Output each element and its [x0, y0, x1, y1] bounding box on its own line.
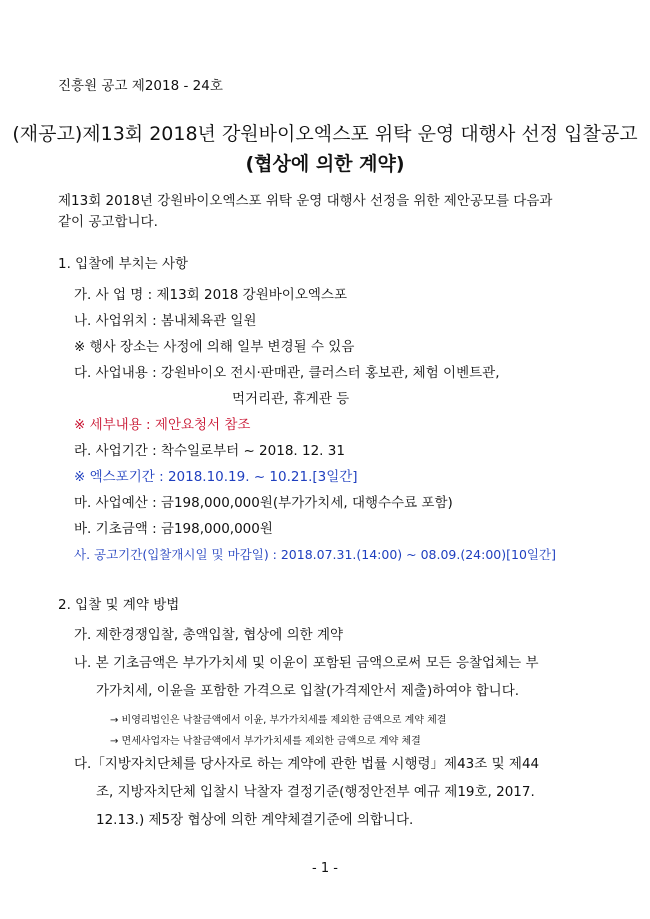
note-item: ※ 행사 장소는 사정에 의해 일부 변경될 수 있음 [74, 339, 355, 355]
list-item: 조, 지방자치단체 입찰시 낙찰자 결정기준(행정안전부 예규 제19호, 2017. [96, 784, 535, 800]
note-item-highlight: ※ 세부내용 : 제안요청서 참조 [74, 417, 251, 433]
list-item: 가가치세, 이윤을 포함한 가격으로 입찰(가격제안서 제출)하여야 합니다. [96, 683, 520, 699]
note-item-highlight: ※ 엑스포기간 : 2018.10.19. ~ 10.21.[3일간] [74, 469, 358, 485]
list-item: 가. 제한경쟁입찰, 총액입찰, 협상에 의한 계약 [74, 627, 344, 643]
intro-text: 같이 공고합니다. [58, 214, 158, 230]
sub-note: → 비영리법인은 낙찰금액에서 이윤, 부가가치세를 제외한 금액으로 계약 체결 [110, 715, 447, 726]
intro-text: 제13회 2018년 강원바이오엑스포 위탁 운영 대행사 선정을 위한 제안공모를 다음과 [58, 193, 553, 209]
list-item: 다.「지방자치단체를 당사자로 하는 계약에 관한 법률 시행령」제43조 및 제44 [74, 756, 540, 772]
section-heading-2: 2. 입찰 및 계약 방법 [58, 597, 180, 613]
list-item: 마. 사업예산 : 금198,000,000원(부가가치세, 대행수수료 포함) [74, 495, 453, 511]
list-item: 다. 사업내용 : 강원바이오 전시·판매관, 클러스터 홍보관, 체험 이벤트관, [74, 365, 500, 381]
page-subtitle: (협상에 의한 계약) [245, 153, 405, 175]
list-item: 12.13.) 제5장 협상에 의한 계약체결기준에 의합니다. [96, 812, 414, 828]
section-heading-1: 1. 입찰에 부치는 사항 [58, 256, 189, 272]
page-number: - 1 - [312, 861, 338, 876]
list-item-highlight: 사. 공고기간(입찰개시일 및 마감일) : 2018.07.31.(14:00) ~ 08.09.(24:00)[10일간] [74, 547, 556, 562]
list-item: 먹거리관, 휴게관 등 [232, 391, 350, 407]
page-title: (재공고)제13회 2018년 강원바이오엑스포 위탁 운영 대행사 선정 입찰공고 [12, 123, 638, 145]
notice-number: 진흥원 공고 제2018 - 24호 [58, 78, 223, 94]
list-item: 나. 본 기초금액은 부가가치세 및 이윤이 포함된 금액으로써 모든 응찰업체는 부 [74, 655, 539, 671]
list-item: 나. 사업위치 : 봄내체육관 일원 [74, 313, 257, 329]
list-item: 바. 기초금액 : 금198,000,000원 [74, 521, 273, 537]
list-item: 라. 사업기간 : 착수일로부터 ~ 2018. 12. 31 [74, 443, 345, 459]
sub-note: → 면세사업자는 낙찰금액에서 부가가치세를 제외한 금액으로 계약 체결 [110, 736, 421, 747]
list-item: 가. 사 업 명 : 제13회 2018 강원바이오엑스포 [74, 287, 347, 303]
